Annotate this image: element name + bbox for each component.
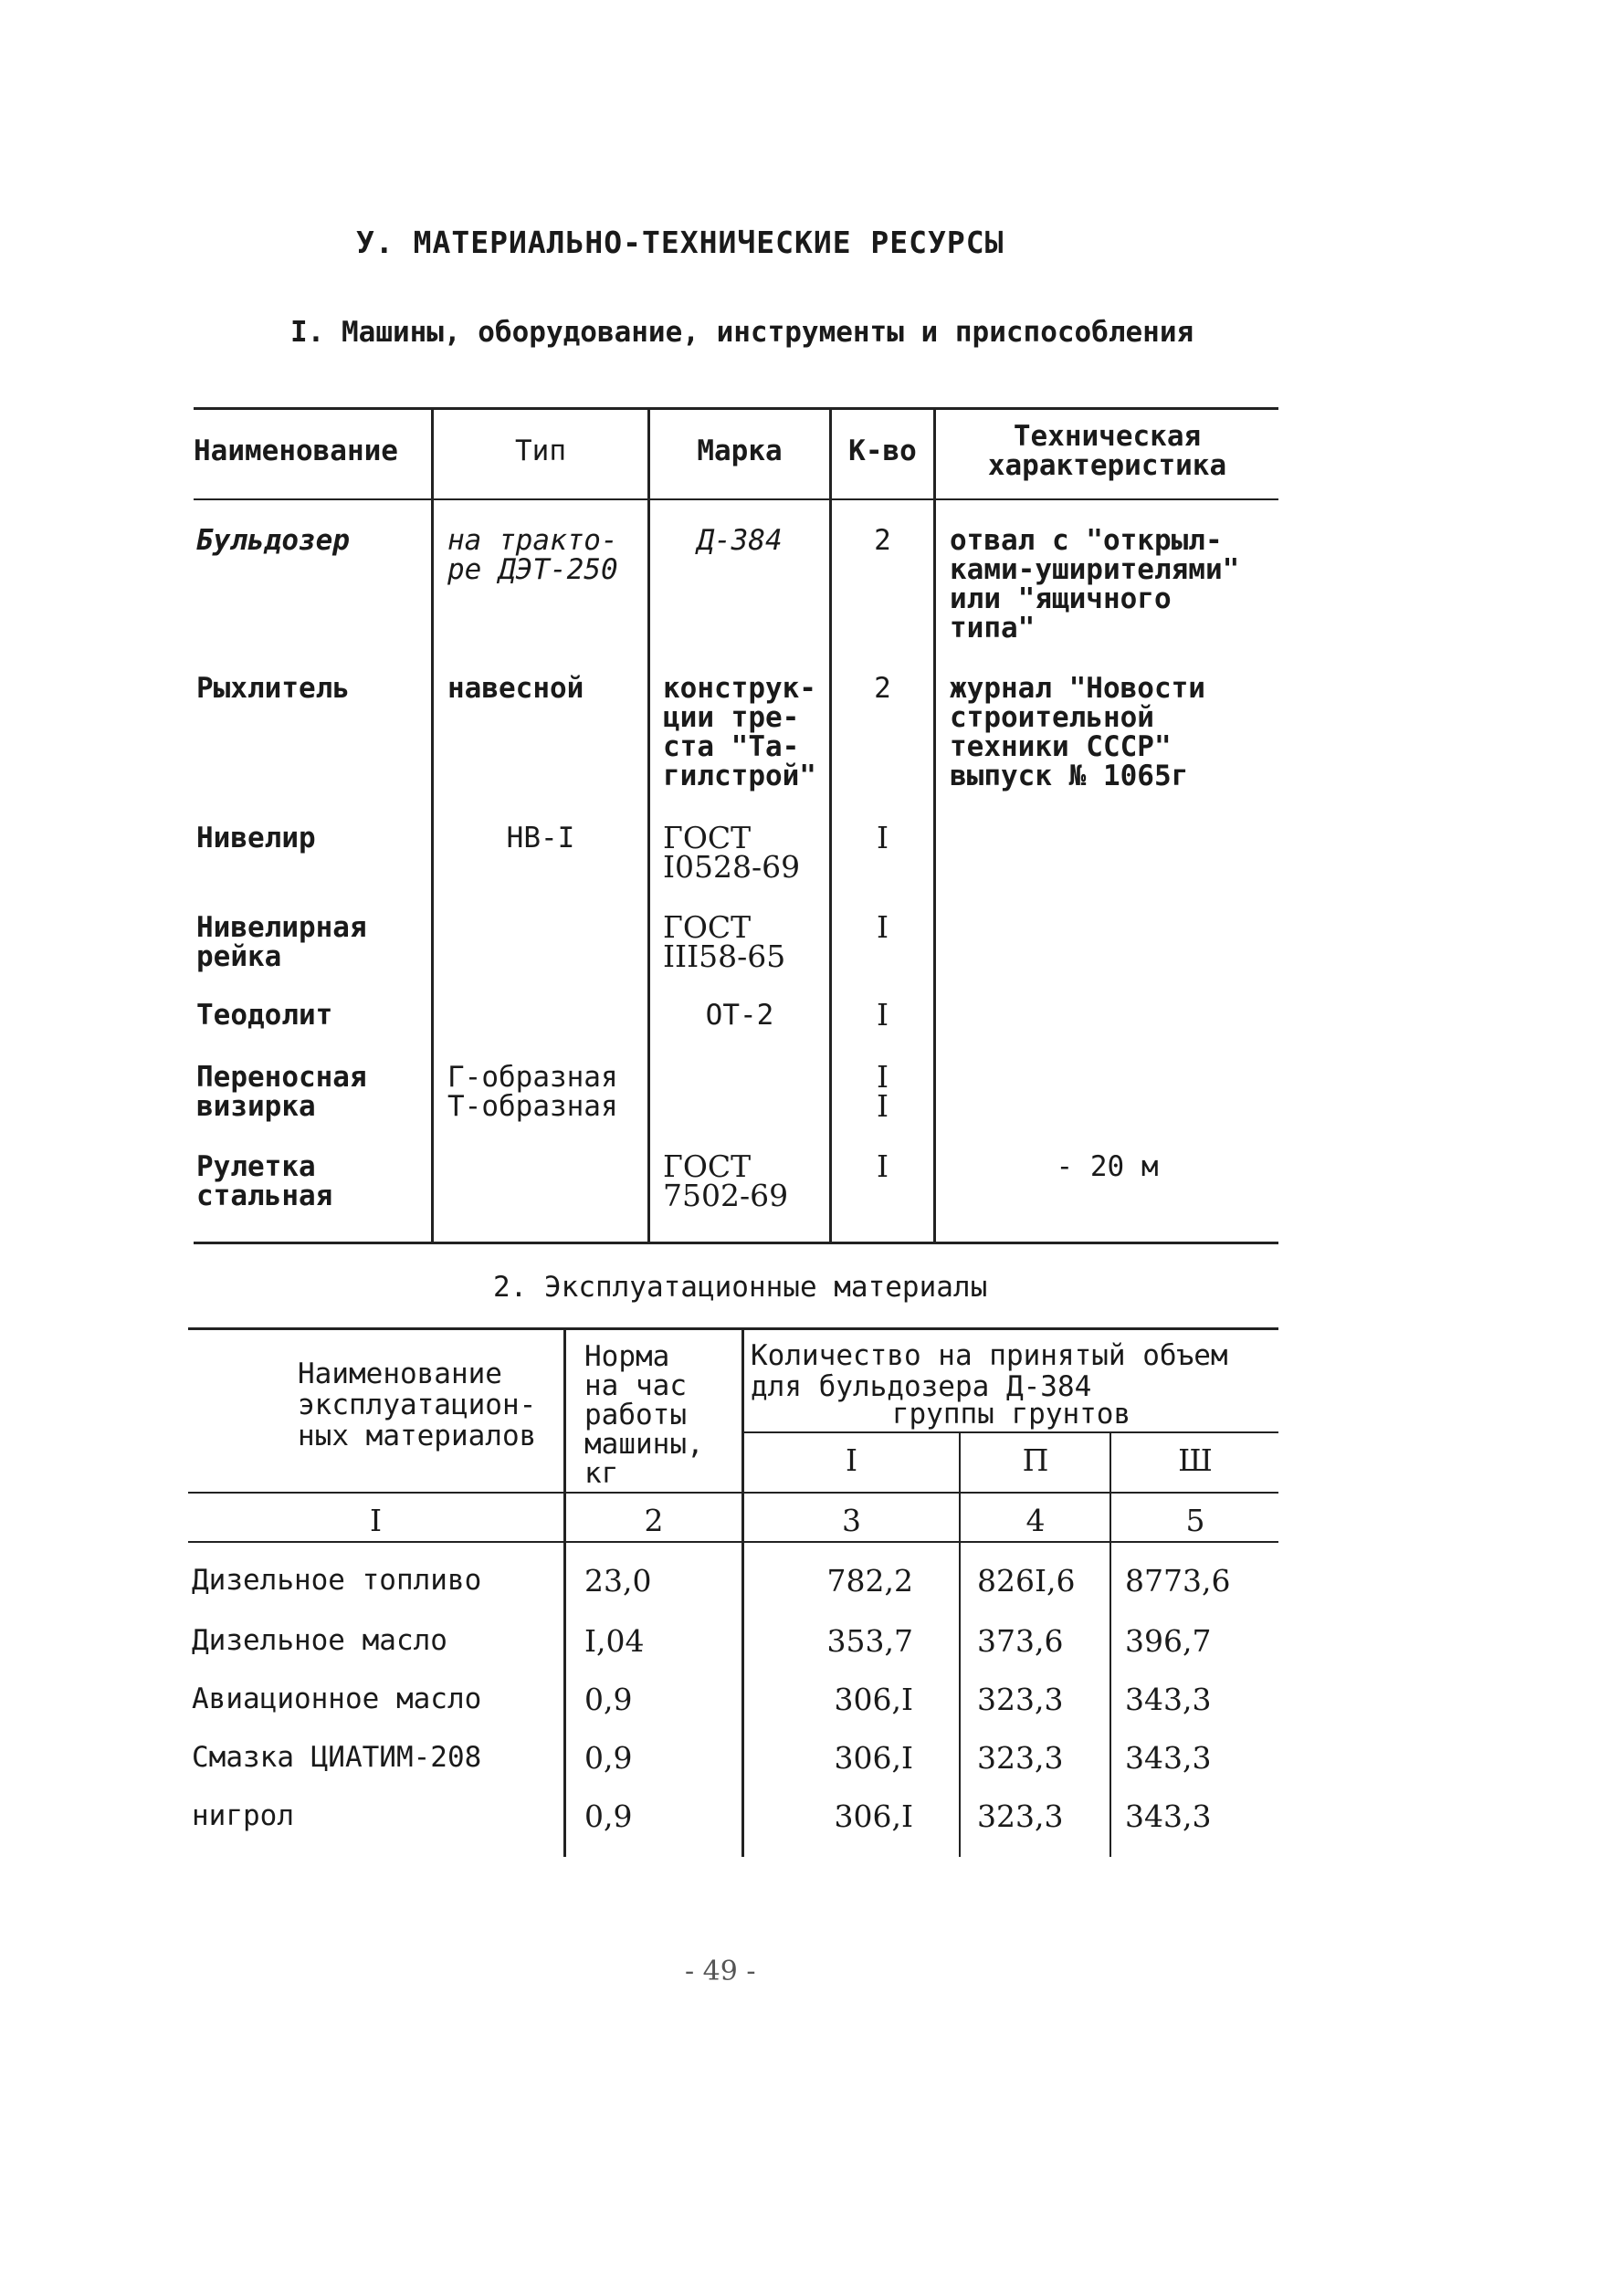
table2-cell-g1: 306,I <box>834 1798 913 1834</box>
table1-cell-spec: отвал с "открыл- ками-уширителями" или "ящичного типа" <box>950 524 1240 645</box>
table2-header-name: Наименование эксплуатацион- ных материалов <box>298 1358 537 1452</box>
table1-cell-name: Рыхлитель <box>196 672 350 705</box>
table1-header-mark: Марка <box>697 435 783 467</box>
table1-header-rule <box>194 498 1278 500</box>
page-number: - 49 - <box>685 1955 756 1987</box>
table1-cell-name: Рулетка стальная <box>196 1150 333 1212</box>
table2-cell-g2: 323,3 <box>977 1798 1064 1834</box>
table2-cell-g2: 373,6 <box>977 1623 1064 1659</box>
table2-cell-g1: 782,2 <box>826 1563 913 1599</box>
table2-cell-norm: 0,9 <box>584 1682 633 1717</box>
table2-group-rule <box>741 1431 1278 1433</box>
table1-cell-name: Теодолит <box>196 999 333 1032</box>
table2-cell-g1: 306,I <box>834 1682 913 1717</box>
table2-cell-g2: 826I,6 <box>977 1563 1076 1599</box>
table1-cell-type: Г-образная Т-образная <box>447 1061 618 1123</box>
table2-cell-norm: 0,9 <box>584 1740 633 1776</box>
table1-cell-mark: ГОСТ I0528-69 <box>663 820 801 885</box>
table2-cell-norm: 23,0 <box>584 1563 652 1599</box>
table2-cell-norm: 0,9 <box>584 1798 633 1834</box>
table2-col-number: 2 <box>644 1503 664 1538</box>
table2-cell-name: нигрол <box>192 1799 294 1832</box>
table1-cell-qty: I <box>876 909 889 945</box>
table2-col-number: 3 <box>842 1503 861 1538</box>
table1-cell-qty: 2 <box>874 524 891 557</box>
table1-top-rule <box>194 407 1278 410</box>
table1-cell-type: на тракто- ре ДЭТ-250 <box>447 524 618 586</box>
table2-colnum-rule <box>188 1541 1278 1543</box>
table2-cell-g2: 323,3 <box>977 1682 1064 1717</box>
table1-header-type: Тип <box>515 435 566 467</box>
table1-cell-name: Бульдозер <box>196 524 350 557</box>
table1-cell-type: навесной <box>447 672 584 705</box>
table1-cell-qty: I <box>876 997 889 1033</box>
table2-group-col: I <box>845 1442 858 1478</box>
table2-col-number: I <box>369 1503 383 1538</box>
table2-cell-g1: 306,I <box>834 1740 913 1776</box>
table2-col-divider <box>959 1433 961 1857</box>
table1-header-spec: Техническая характеристика <box>987 420 1227 482</box>
table2-col-number: 5 <box>1185 1503 1205 1538</box>
table1-cell-mark: конструк- ции тре- ста "Та- гилстрой" <box>663 672 816 792</box>
table1-col-divider <box>933 409 936 1242</box>
table1-cell-name: Переносная визирка <box>196 1061 367 1123</box>
table2-col-divider <box>1109 1433 1111 1857</box>
table2-cell-name: Дизельное топливо <box>192 1564 482 1597</box>
table1-header-qty: К-во <box>848 435 917 467</box>
table2-cell-g3: 343,3 <box>1125 1798 1212 1834</box>
table2-cell-g3: 343,3 <box>1125 1740 1212 1776</box>
table2-title: 2. Эксплуатационные материалы <box>493 1271 988 1304</box>
table2-cell-g3: 343,3 <box>1125 1682 1212 1717</box>
table2-col-divider <box>563 1329 566 1857</box>
table1-cell-mark: Д-384 <box>697 524 783 557</box>
section-title: У. МАТЕРИАЛЬНО-ТЕХНИЧЕСКИЕ РЕСУРСЫ <box>356 225 1004 260</box>
table2-cell-name: Дизельное масло <box>192 1624 447 1657</box>
table1-cell-mark: ГОСТ 7502-69 <box>663 1148 789 1213</box>
table2-top-rule <box>188 1327 1278 1330</box>
table2-cell-g1: 353,7 <box>826 1623 913 1659</box>
table2-cell-norm: I,04 <box>584 1623 645 1659</box>
table2-cell-name: Авиационное масло <box>192 1683 482 1715</box>
table2-group-col: Ш <box>1178 1442 1213 1478</box>
table1-cell-type: НВ-I <box>506 822 575 854</box>
table1-header-name: Наименование <box>194 435 398 467</box>
table2-cell-g2: 323,3 <box>977 1740 1064 1776</box>
table1-cell-qty: I <box>876 820 889 855</box>
table1-title: I. Машины, оборудование, инструменты и приспособления <box>290 316 1194 349</box>
table2-header-rule <box>188 1492 1278 1494</box>
table1-cell-name: Нивелир <box>196 822 316 854</box>
table2-header-groups: группы грунтов <box>891 1398 1131 1431</box>
table1-cell-qty: I I <box>876 1059 889 1124</box>
table1-cell-qty: I <box>876 1148 889 1184</box>
table1-cell-mark: ОТ-2 <box>705 999 774 1032</box>
table2-col-number: 4 <box>1025 1503 1046 1538</box>
table2-header-norm: Норма на час работы машины, кг <box>584 1340 704 1490</box>
table2-cell-name: Смазка ЦИАТИМ-208 <box>192 1741 482 1774</box>
table1-cell-spec: - 20 м <box>1056 1150 1159 1183</box>
table2-cell-g3: 396,7 <box>1125 1623 1212 1659</box>
table1-cell-mark: ГОСТ III58-65 <box>663 909 786 974</box>
table2-cell-g3: 8773,6 <box>1125 1563 1231 1599</box>
table1-cell-name: Нивелирная рейка <box>196 911 367 973</box>
table2-group-col: П <box>1022 1442 1049 1478</box>
table1-cell-qty: 2 <box>874 672 891 705</box>
table1-bottom-rule <box>194 1242 1278 1244</box>
table1-cell-spec: журнал "Новости строительной техники СССР" выпуск № 1065г <box>950 672 1205 792</box>
table2-header-qty: Количество на принятый объем для бульдозера Д-384 <box>751 1339 1228 1403</box>
